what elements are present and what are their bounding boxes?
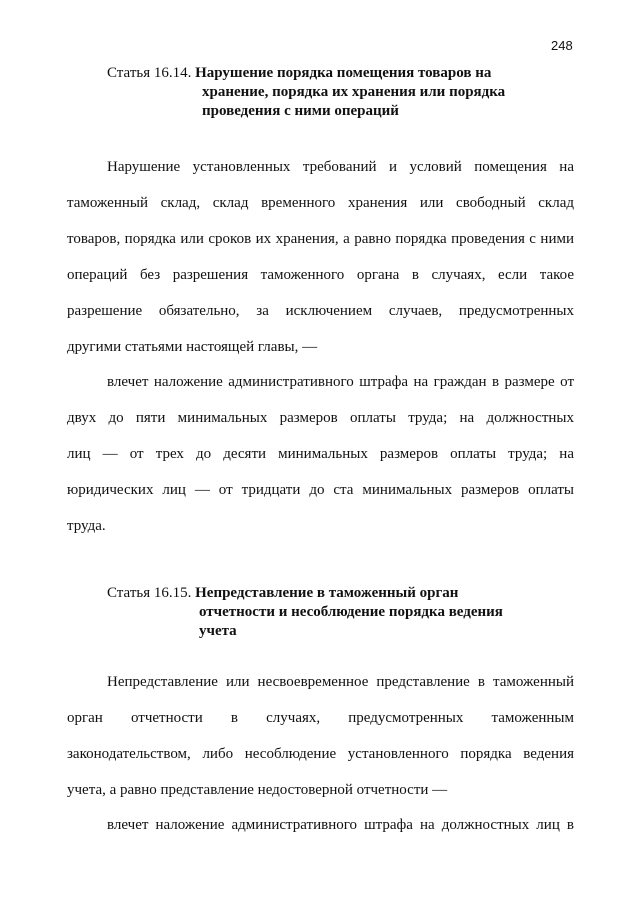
article-16-14-paragraph-1 [67,149,574,365]
paragraph-line: разрешение обязательно, за исключением случаев, предусмотренных [67,303,574,319]
paragraph-line: труда. [67,518,106,534]
paragraph-line: законодательством, либо несоблюдение установленного порядка ведения [67,746,574,762]
article-title-line: хранение, порядка их хранения или порядка [202,84,506,100]
paragraph-line: товаров, порядка или сроков их хранения, а равно порядка проведения с ними [67,231,574,247]
article-title-line: проведения с ними операций [202,103,399,119]
paragraph-line: Непредставление или несвоевременное представление в таможенный [107,674,574,690]
paragraph-line: таможенный склад, склад временного хранения или свободный склад [67,195,574,211]
article-number: Статья 16.15. [107,585,192,601]
paragraph-line: орган отчетности в случаях, предусмотренных таможенным [67,710,574,726]
paragraph-line: влечет наложение административного штрафа на граждан в размере от [107,374,574,390]
paragraph-line: Нарушение установленных требований и условий помещения на [107,159,574,175]
article-16-15-heading [107,584,577,641]
article-title-line: учета [199,623,237,639]
paragraph-line: другими статьями настоящей главы, — [67,339,318,355]
heading-line [107,584,577,603]
paragraph-line: лиц — от трех до десяти минимальных размеров оплаты труда; на [67,446,574,462]
article-title-line: Непредставление в таможенный орган [195,585,459,601]
paragraph-line: двух до пяти минимальных размеров оплаты труда; на должностных [67,410,574,426]
page-number: 248 [551,38,573,53]
article-16-15-paragraph-1 [67,664,574,808]
heading-line [107,64,577,83]
article-16-15-paragraph-2 [67,807,574,843]
article-number: Статья 16.14. [107,65,192,81]
paragraph-line: учета, а равно представление недостоверной отчетности — [67,782,448,798]
paragraph-line: влечет наложение административного штрафа на должностных лиц в [107,817,574,833]
article-16-14-paragraph-2 [67,364,574,544]
article-16-14-heading [107,64,577,121]
paragraph-line: операций без разрешения таможенного органа в случаях, если такое [67,267,574,283]
paragraph-line: юридических лиц — от тридцати до ста минимальных размеров оплаты [67,482,574,498]
article-title-line: отчетности и несоблюдение порядка ведения [199,604,503,620]
article-title-line: Нарушение порядка помещения товаров на [195,65,492,81]
